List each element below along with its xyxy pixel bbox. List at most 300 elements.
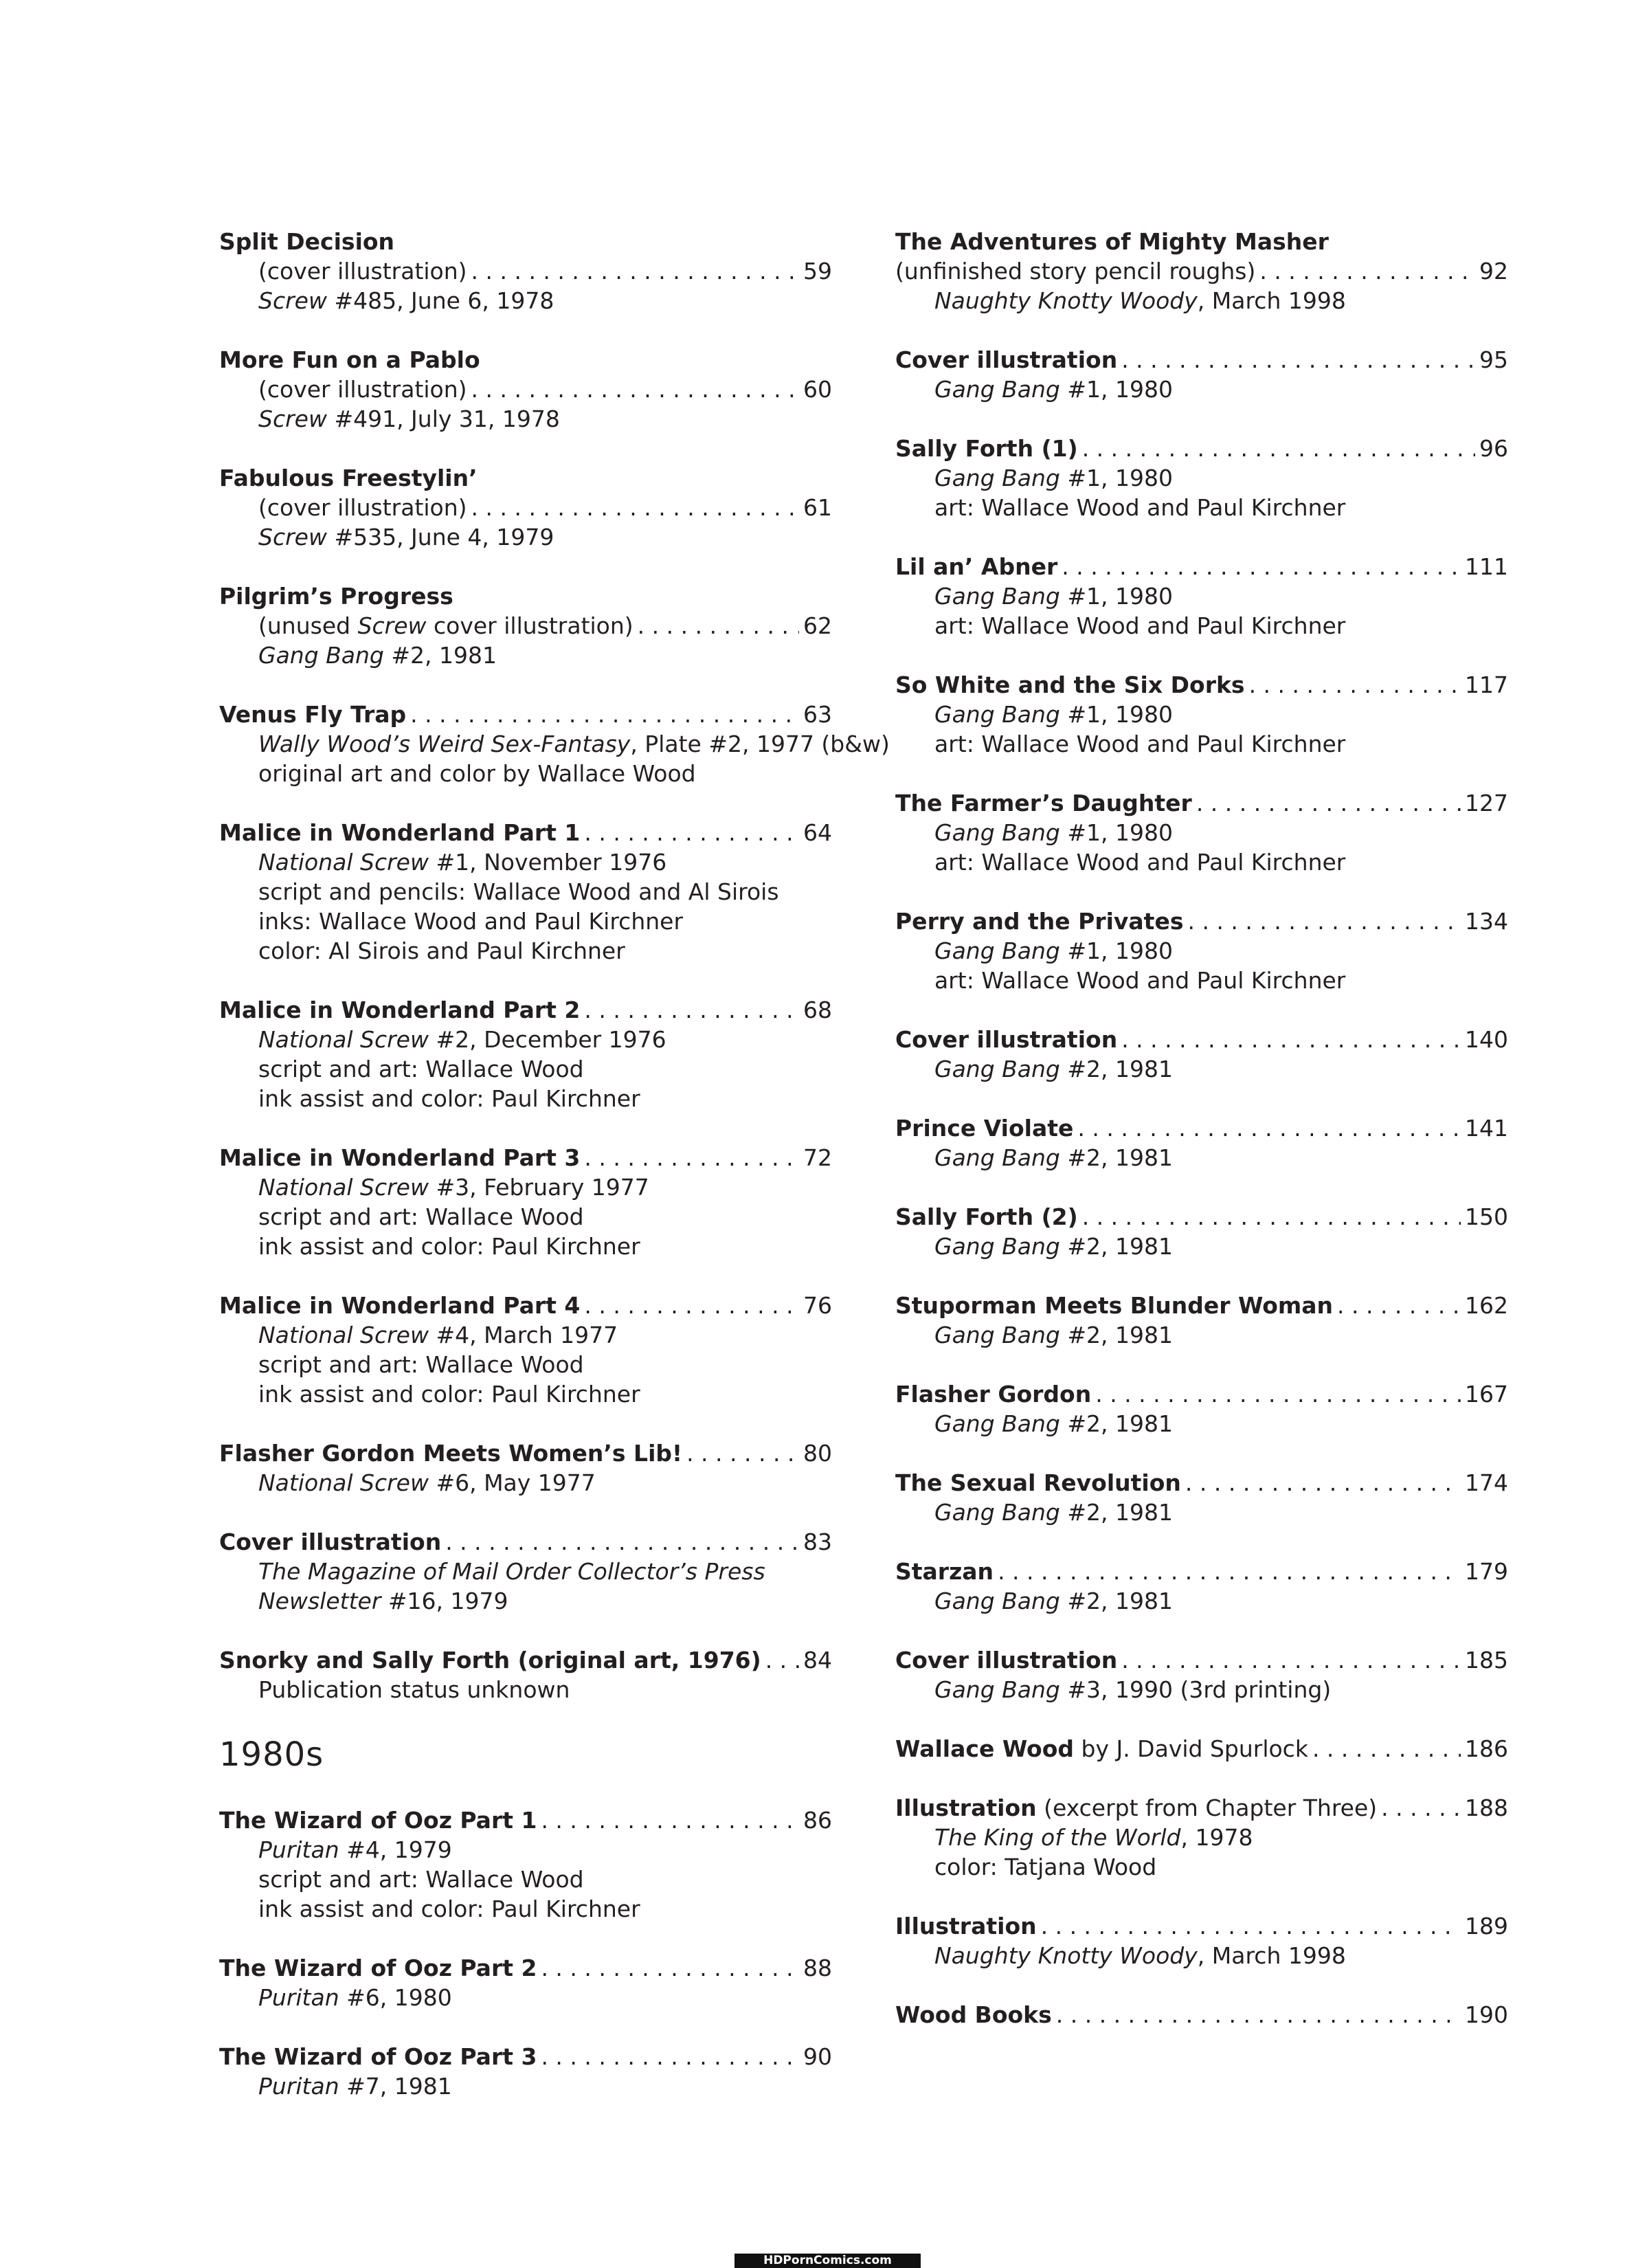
toc-entry-leader-row [219,700,832,729]
dot-leader [1121,345,1475,375]
dot-leader [541,1805,799,1835]
toc-entry-title-wrap [895,1911,1037,1941]
toc-entry-title-wrap [895,2000,1052,2030]
dot-leader [1187,907,1461,936]
toc-entry [219,1953,832,2012]
toc-entry-leader-row [219,1527,832,1557]
publication-detail: art: Wallace Wood and Paul Kirchner [934,967,1346,994]
dot-leader [765,1645,799,1675]
dot-leader [998,1557,1461,1586]
dot-leader [1337,1291,1461,1320]
toc-entry-leader-row [895,1793,1508,1823]
toc-entry-leader-row [219,375,832,404]
toc-entry [895,907,1508,995]
toc-entry [219,700,890,788]
dot-leader [1185,1468,1461,1498]
dot-leader [584,818,799,847]
toc-entry-detail [219,1232,832,1261]
toc-entry-leader-row [895,552,1508,581]
publication-detail: art: Wallace Wood and Paul Kirchner [934,731,1346,757]
toc-entry-title: Cover illustration [219,1528,442,1555]
toc-page-number: 76 [803,1292,832,1319]
toc-entry-title-wrap [895,1645,1117,1675]
publication-title: Screw [258,524,327,551]
dot-leader [1095,1379,1461,1409]
publication-detail: #2, 1981 [383,642,497,669]
dot-leader [1077,1113,1461,1143]
publication-detail: script and art: Wallace Wood [258,1203,584,1230]
toc-entry [895,345,1508,404]
toc-entry [219,1143,832,1261]
toc-entry-title: Sally Forth (2) [895,1203,1078,1230]
toc-page-number: 92 [1479,258,1508,285]
toc-entry-title-wrap [895,1734,1308,1764]
publication-title: Gang Bang [934,583,1060,610]
publication-title: Gang Bang [934,937,1060,964]
publication-detail: script and art: Wallace Wood [258,1056,584,1082]
toc-entry-leader-row [895,907,1508,936]
dot-leader [471,375,799,404]
toc-entry-detail [895,1143,1508,1172]
toc-entry-detail [219,1054,832,1084]
subtitle-text: (unused [258,612,358,639]
toc-entry [895,1793,1508,1882]
publication-detail: ink assist and color: Paul Kirchner [258,1895,640,1922]
publication-title: National Screw [258,1174,429,1201]
publication-detail: #535, June 4, 1979 [326,524,554,551]
publication-title: Gang Bang [934,1233,1060,1260]
toc-entry-leader-row [895,1911,1508,1941]
toc-entry-title: Venus Fly Trap [219,701,407,728]
toc-entry-detail [895,700,1508,729]
publication-title: National Screw [258,1469,429,1496]
publication-title: Gang Bang [934,1056,1060,1082]
toc-entry-detail [219,1025,832,1054]
toc-entry [895,1113,1508,1172]
toc-entry [895,1911,1508,1970]
dot-leader [471,256,799,286]
toc-entry-detail [895,1232,1508,1261]
toc-entry [895,1379,1508,1438]
toc-entry-detail [219,1983,832,2012]
dot-leader [638,611,799,641]
toc-entry-title: Prince Violate [895,1115,1074,1142]
publication-detail: #1, 1980 [1059,701,1173,728]
toc-entry-title: Wallace Wood [895,1735,1075,1762]
toc-entry-title: Malice in Wonderland Part 2 [219,997,581,1023]
toc-entry-detail [895,581,1508,611]
publication-detail: #2, 1981 [1059,1322,1173,1348]
publication-detail: art: Wallace Wood and Paul Kirchner [934,612,1346,639]
publication-detail: color: Tatjana Wood [934,1854,1157,1880]
toc-entry-title-wrap [895,552,1057,581]
toc-entry-detail [219,1865,832,1894]
toc-entry-leader-row [895,2000,1508,2030]
toc-entry-leader-row [895,1557,1508,1586]
publication-detail: original art and color by Wallace Wood [258,760,696,787]
toc-entry-title: Flasher Gordon Meets Women’s Lib! [219,1440,683,1467]
toc-entry-leader-row [219,493,832,522]
publication-detail: art: Wallace Wood and Paul Kirchner [934,849,1346,876]
toc-entry-leader-row [219,2042,832,2071]
toc-page-number: 83 [803,1528,832,1555]
publication-detail: ink assist and color: Paul Kirchner [258,1381,640,1408]
toc-page-number: 179 [1465,1558,1508,1585]
toc-entry-title-wrap [219,1291,580,1320]
dot-leader [584,1291,799,1320]
publication-title: Puritan [258,1984,339,2011]
toc-page-number: 186 [1465,1735,1508,1762]
toc-entry-detail [895,1054,1508,1084]
toc-page-number: 68 [803,997,832,1023]
toc-entry-title-wrap [895,1379,1091,1409]
publication-title: Gang Bang [934,1676,1060,1703]
toc-entry-detail [219,1586,832,1616]
toc-entry-detail [895,729,1508,759]
publication-detail: #2, 1981 [1059,1056,1173,1082]
toc-entry-title-wrap [895,1113,1073,1143]
publication-detail: #1, 1980 [1059,583,1173,610]
publication-title: The King of the World [934,1824,1181,1851]
toc-entry-detail [219,1350,832,1379]
dot-leader [686,1438,799,1468]
publication-detail: #485, June 6, 1978 [326,287,554,314]
toc-entry-title: Fabulous Freestylin’ [219,465,478,491]
toc-entry-leader-row [895,1379,1508,1409]
publication-title: National Screw [258,1322,429,1348]
toc-entry [219,818,832,966]
subtitle-text: (cover illustration) [258,494,467,521]
toc-entry-title-wrap [219,2042,537,2071]
publication-title: The Magazine of Mail Order Collector’s Press [258,1558,765,1585]
toc-page-number: 189 [1465,1913,1508,1939]
publication-detail: #2, December 1976 [428,1026,666,1053]
publication-detail: #2, 1981 [1059,1144,1173,1171]
toc-entry-title-wrap [219,1953,537,1983]
publication-title: Wally Wood’s Weird Sex-Fantasy [258,731,631,757]
publication-detail: #1, 1980 [1059,819,1173,846]
toc-entry-detail [895,936,1508,966]
publication-detail: #2, 1981 [1059,1410,1173,1437]
toc-entry-detail [895,966,1508,995]
toc-entry-title: The Wizard of Ooz Part 1 [219,1807,537,1834]
toc-page-number: 162 [1465,1292,1508,1319]
toc-entry-detail [219,1379,832,1409]
publication-title: Gang Bang [934,819,1060,846]
dot-leader [445,1527,799,1557]
toc-entry-detail [219,936,832,966]
dot-leader [1056,2000,1461,2030]
toc-page-number: 62 [803,612,832,639]
toc-entry-leader-row [219,1438,832,1468]
dot-leader [541,1953,799,1983]
toc-entry-detail [219,1835,832,1865]
toc-entry-title-wrap [895,907,1183,936]
publication-detail: script and art: Wallace Wood [258,1866,584,1893]
toc-entry-subtitle [258,611,633,641]
toc-entry-title: Illustration [895,1913,1037,1939]
toc-entry-title-wrap [219,700,406,729]
toc-entry-title-wrap [219,1527,441,1557]
toc-entry-title: The Adventures of Mighty Masher [895,228,1329,255]
publication-title: Gang Bang [258,642,384,669]
toc-entry-leader-row [219,1645,832,1675]
toc-page-number: 59 [803,258,832,285]
toc-entry-detail [895,1586,1508,1616]
publication-title: Gang Bang [934,701,1060,728]
toc-entry-leader-row [895,1113,1508,1143]
section-heading-1980s: 1980s [219,1735,324,1774]
dot-leader [1041,1911,1461,1941]
toc-entry-leader-row [895,1291,1508,1320]
publication-detail: #1, 1980 [1059,937,1173,964]
toc-entry-leader-row [219,1291,832,1320]
toc-page-number: 127 [1465,790,1508,816]
toc-entry-detail [219,641,832,670]
toc-entry-detail [219,2071,832,2101]
toc-entry-title-wrap [895,1025,1117,1054]
toc-entry-subtitle [258,375,467,404]
toc-entry-title-wrap [219,1438,682,1468]
toc-entry-title: Wood Books [895,2001,1052,2028]
toc-entry [219,1805,832,1924]
toc-entry [219,227,832,315]
dot-leader [1082,434,1475,463]
toc-entry-title: Starzan [895,1558,994,1585]
toc-entry-title: Sally Forth (1) [895,435,1078,462]
publication-detail: #1, 1980 [1059,376,1173,403]
toc-entry-detail [895,493,1508,522]
toc-entry-leader-row [895,1468,1508,1498]
toc-entry-title: So White and the Six Dorks [895,671,1245,698]
toc-entry-detail [895,1498,1508,1527]
toc-entry [895,788,1508,877]
publication-detail: #6, May 1977 [428,1469,596,1496]
toc-entry-title: The Sexual Revolution [895,1469,1181,1496]
publication-detail: #2, 1981 [1059,1499,1173,1526]
toc-entry-title: Malice in Wonderland Part 4 [219,1292,581,1319]
publication-detail: #2, 1981 [1059,1233,1173,1260]
toc-left-column [219,227,890,2131]
publication-detail: ink assist and color: Paul Kirchner [258,1085,640,1112]
toc-entry-detail [895,847,1508,877]
toc-entry-subtitle [258,256,467,286]
dot-leader [584,995,799,1025]
toc-group-1980s [219,1805,832,2101]
toc-group-right [895,345,1508,2030]
publication-detail: #4, March 1977 [428,1322,618,1348]
toc-entry-title: The Farmer’s Daughter [895,790,1192,816]
toc-right-column [895,227,1508,2059]
publication-detail: , March 1998 [1197,287,1346,314]
toc-entry-leader-row [895,345,1508,375]
toc-entry-leader-row [219,256,832,286]
toc-entry-byline: by J. David Spurlock [1074,1735,1308,1762]
dot-leader [1196,788,1461,818]
dot-leader [1249,670,1461,700]
toc-entry-title-wrap [895,788,1192,818]
publication-title: Gang Bang [934,1499,1060,1526]
toc-entry-detail [895,375,1508,404]
toc-entry [895,1734,1508,1764]
toc-entry [895,670,1508,759]
toc-entry-subtitle: (unfinished story pencil roughs) [895,258,1256,285]
toc-entry-leader-row [895,1025,1508,1054]
toc-entry [219,463,832,552]
publication-detail: #4, 1979 [339,1836,452,1863]
toc-page-number: 96 [1479,435,1508,462]
toc-entry-detail [219,522,832,552]
toc-entry-title-wrap [219,995,580,1025]
toc-entry-leader-row [895,434,1508,463]
toc-entry [895,1291,1508,1350]
dot-leader [471,493,799,522]
toc-page-number: 64 [803,819,832,846]
toc-entry-title-wrap [895,1557,994,1586]
toc-entry [219,345,832,434]
publication-detail: , Plate #2, 1977 (b&w) [630,731,890,757]
toc-entry-detail [895,1941,1508,1970]
publication-title: Gang Bang [934,1322,1060,1348]
toc-entry-detail [219,847,832,877]
toc-entry-detail [895,286,1508,315]
toc-entry [219,1527,832,1616]
dot-leader [1259,256,1475,286]
toc-entry-byline: (excerpt from Chapter Three) [1036,1794,1378,1821]
toc-entry-detail [219,1468,832,1498]
publication-detail: script and art: Wallace Wood [258,1351,584,1378]
toc-page-number: 141 [1465,1115,1508,1142]
subtitle-italic: Screw [357,612,427,639]
toc-entry-title-wrap [895,1202,1078,1232]
toc-entry-detail [895,1409,1508,1438]
toc-page-number: 95 [1479,346,1508,373]
publication-detail: #1, November 1976 [428,849,667,876]
toc-entry [219,1291,832,1409]
toc-entry-title: Flasher Gordon [895,1381,1092,1408]
toc-page-number: 60 [803,376,832,403]
publication-detail: , 1978 [1180,1824,1253,1851]
publication-detail: #3, February 1977 [428,1174,649,1201]
publication-title: Gang Bang [934,1144,1060,1171]
toc-page-number: 174 [1465,1469,1508,1496]
toc-entry-title: More Fun on a Pablo [219,346,480,373]
toc-entry-leader-row [219,1143,832,1172]
toc-page-number: 111 [1465,553,1508,580]
toc-entry-detail [219,1084,832,1113]
publication-detail: #3, 1990 (3rd printing) [1059,1676,1332,1703]
toc-page-number: 80 [803,1440,832,1467]
toc-entry [219,1645,832,1704]
toc-entry-title: Illustration [895,1794,1037,1821]
toc-entry-detail [219,1675,832,1704]
toc-entry-title: Stuporman Meets Blunder Woman [895,1292,1334,1319]
publication-detail: #7, 1981 [339,2073,452,2100]
publication-title: Gang Bang [934,1410,1060,1437]
toc-entry-leader-row [219,995,832,1025]
publication-title: Newsletter [258,1588,381,1614]
subtitle-text: (cover illustration) [258,258,467,285]
dot-leader [1062,552,1461,581]
toc-entry-detail [219,1202,832,1232]
dot-leader [410,700,799,729]
toc-entry [895,1468,1508,1527]
dot-leader [541,2042,799,2071]
toc-page-number: 72 [803,1144,832,1171]
toc-entry-title: Cover illustration [895,346,1118,373]
toc-entry [895,552,1508,641]
toc-entry-title-wrap [895,345,1117,375]
toc-entry-title-wrap [895,1291,1333,1320]
subtitle-rest: cover illustration) [426,612,633,639]
toc-entry-leader-row [895,256,1508,286]
publication-title: Screw [258,287,327,314]
dot-leader [1381,1793,1461,1823]
toc-entry-title-wrap [219,1805,537,1835]
publication-title: Gang Bang [934,376,1060,403]
watermark: HDPornComics.com [734,2254,921,2268]
toc-entry-title: Malice in Wonderland Part 1 [219,819,581,846]
toc-entry-title: The Wizard of Ooz Part 3 [219,2043,537,2070]
toc-entry-leader-row [895,1645,1508,1675]
toc-group-1970s [219,700,890,1704]
toc-entry [895,1645,1508,1704]
toc-page-number: 188 [1465,1794,1508,1821]
toc-entry-leader-row [219,818,832,847]
toc-entry-title-wrap [219,1143,580,1172]
toc-entry-detail [219,1172,832,1202]
toc-page-number: 84 [803,1647,832,1674]
toc-page-number: 88 [803,1955,832,1981]
toc-entry-title-wrap [895,1468,1181,1498]
toc-entry-detail [895,611,1508,641]
toc-entry [895,1025,1508,1084]
toc-entry-detail [219,1894,832,1924]
toc-page-number: 185 [1465,1647,1508,1674]
toc-entry-title: Split Decision [219,228,395,255]
dot-leader [1121,1025,1461,1054]
dot-leader [1121,1645,1461,1675]
toc-entry [895,2000,1508,2030]
toc-entry-detail [219,286,832,315]
toc-entry [219,581,832,670]
toc-entry-detail [895,1823,1508,1852]
toc-entry-title: Snorky and Sally Forth (original art, 1976) [219,1647,761,1674]
toc-entry-title: Pilgrim’s Progress [219,583,453,610]
toc-page-number: 63 [803,701,832,728]
toc-entry-detail [219,729,890,759]
toc-group-screw-covers [219,227,832,670]
publication-title: Puritan [258,2073,339,2100]
toc-entry-detail [895,818,1508,847]
toc-entry-title-wrap [219,1645,761,1675]
publication-detail: #6, 1980 [339,1984,452,2011]
toc-entry-detail [895,463,1508,493]
publication-detail: #491, July 31, 1978 [326,405,560,432]
publication-title: Naughty Knotty Woody [934,287,1198,314]
toc-entry-title: Lil an’ Abner [895,553,1058,580]
publication-title: Puritan [258,1836,339,1863]
toc-entry-leader-row [895,1202,1508,1232]
toc-entry-detail [219,1320,832,1350]
publication-title: Gang Bang [934,1588,1060,1614]
toc-entry-title-wrap [895,1793,1377,1823]
publication-title: Gang Bang [934,465,1060,491]
toc-page-number: 90 [803,2043,832,2070]
toc-entry-title-wrap [895,670,1245,700]
dot-leader [584,1143,799,1172]
publication-detail: color: Al Sirois and Paul Kirchner [258,937,625,964]
